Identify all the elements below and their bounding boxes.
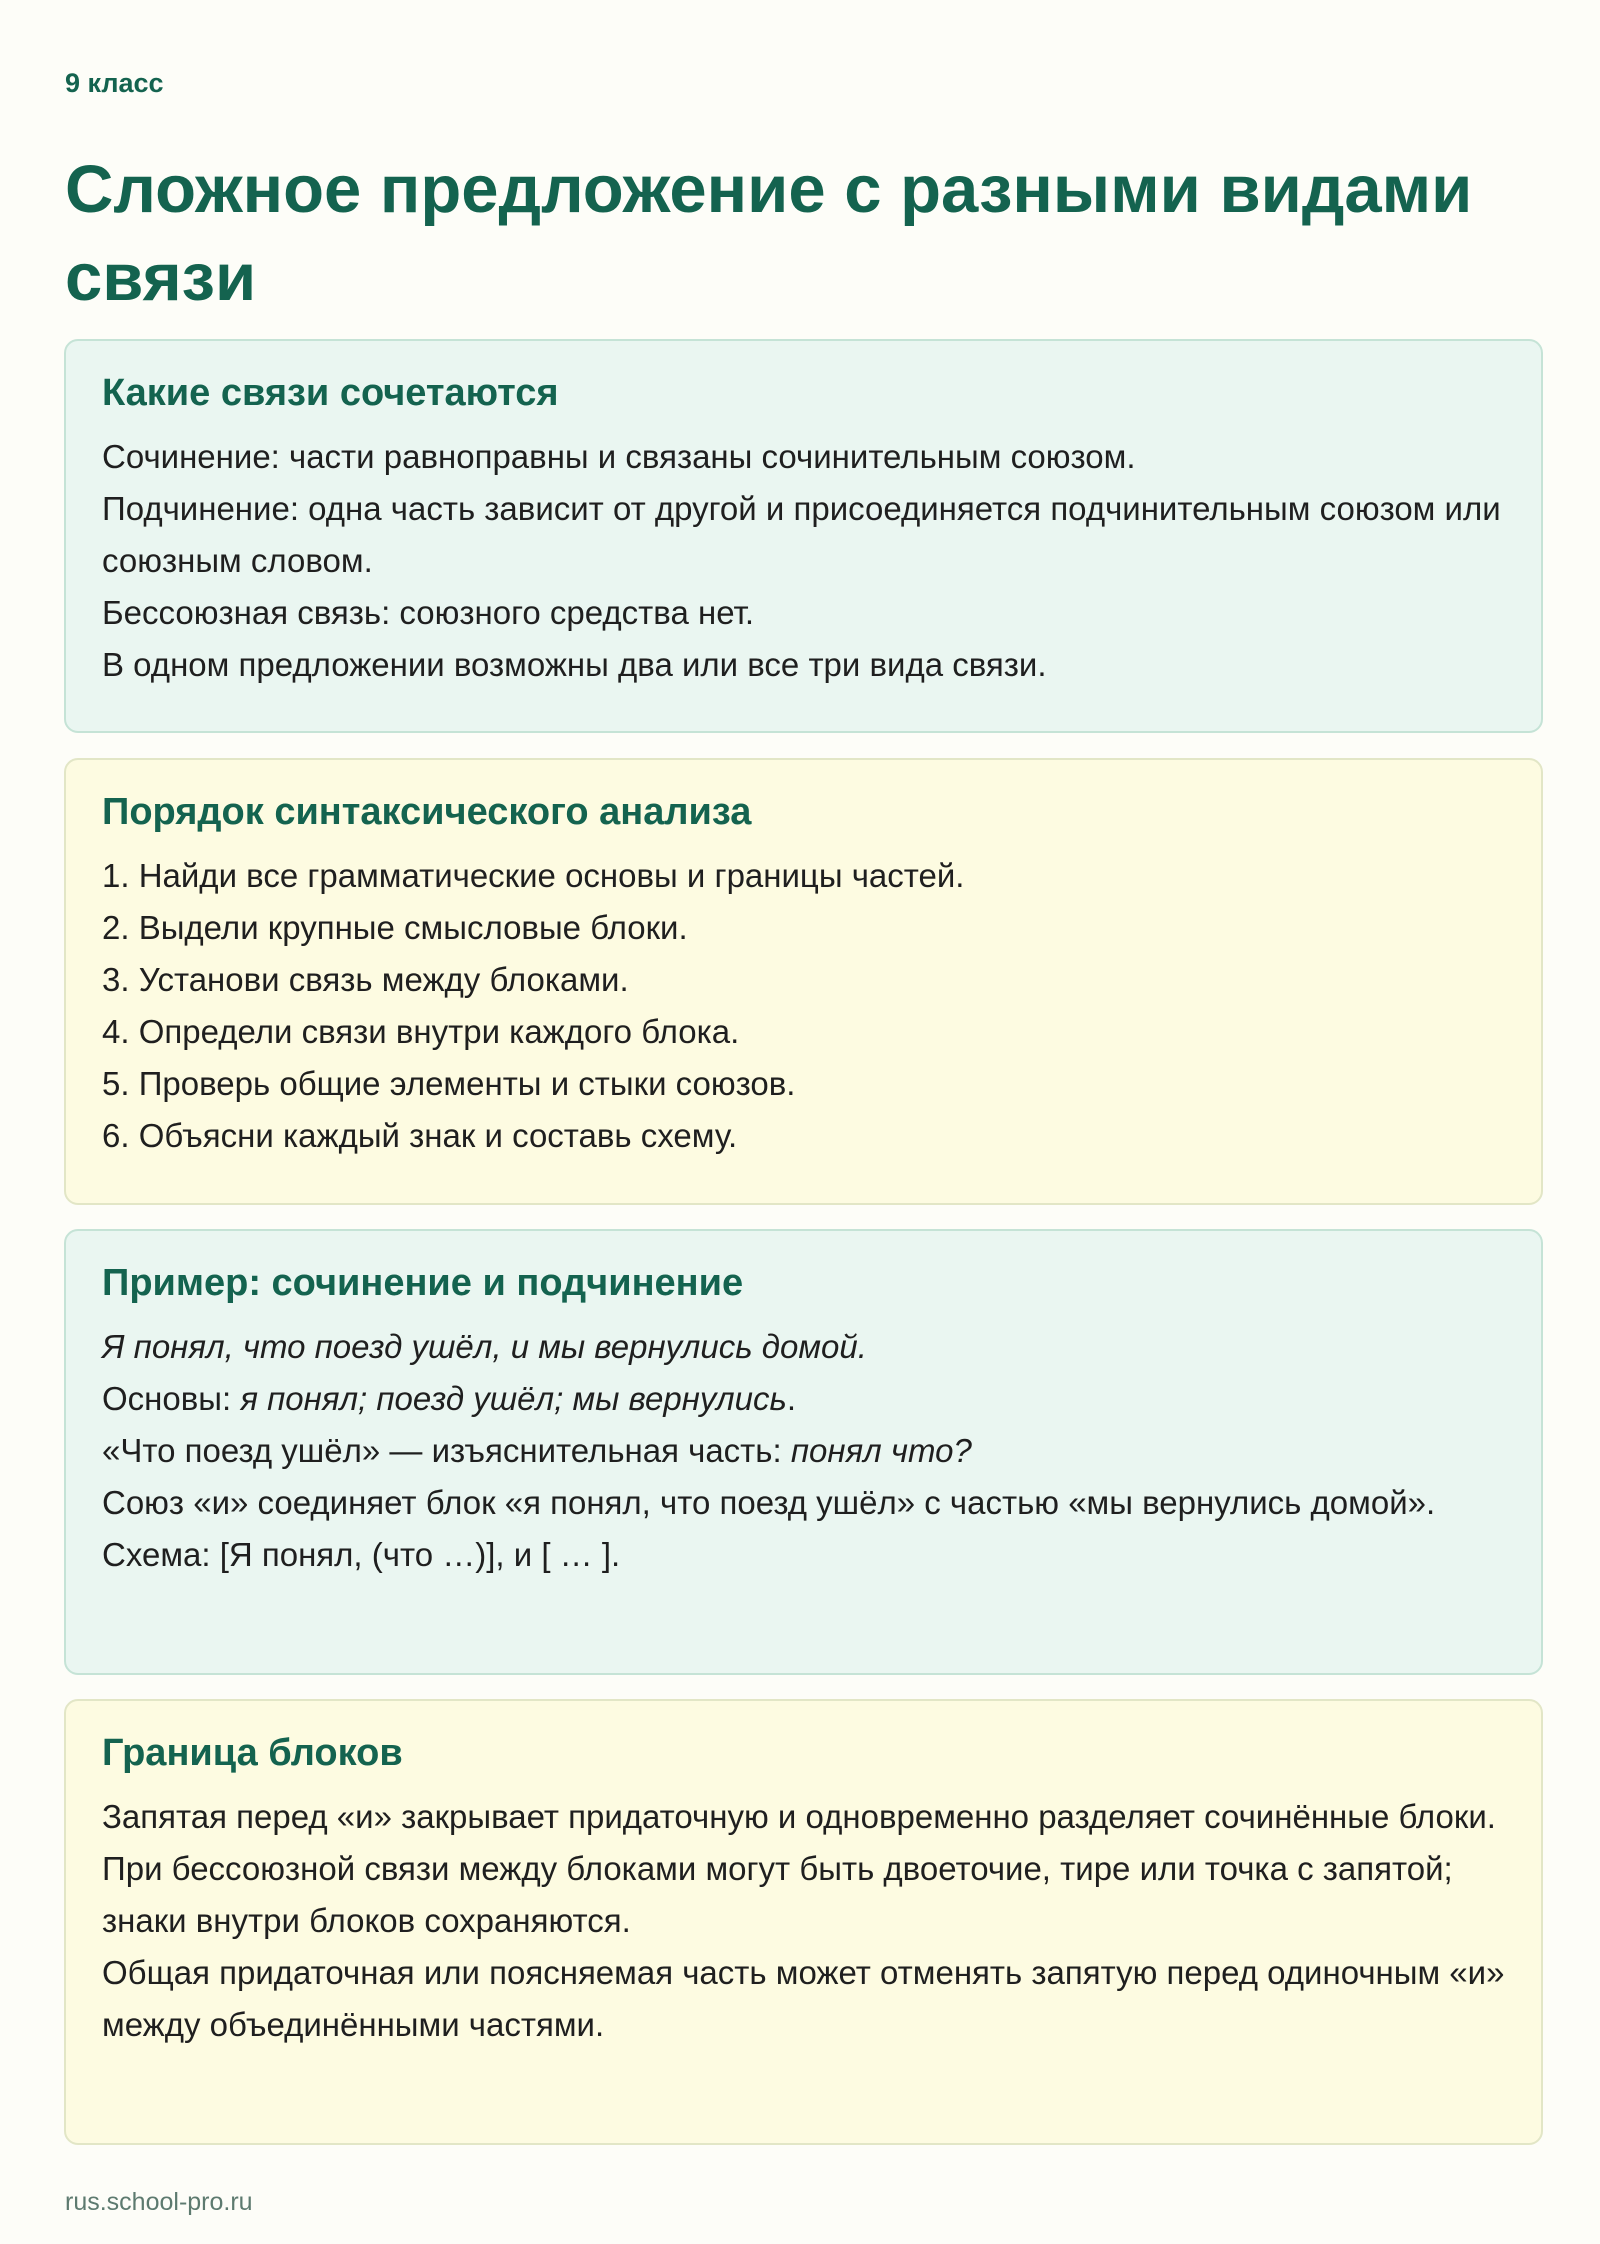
bases-value: я понял; поезд ушёл; мы вернулись — [240, 1380, 787, 1417]
card-line: Общая придаточная или поясняемая часть может отменять запятую перед одиночным «и» между объединёнными частями. — [102, 1954, 1505, 2043]
card-heading: Граница блоков — [102, 1732, 403, 1774]
card-line: В одном предложении возможны два или все три вида связи. — [102, 646, 1047, 683]
clause-question: понял что? — [790, 1432, 972, 1469]
card-line: Подчинение: одна часть зависит от другой и присоединяется подчинительным союзом или союзным словом. — [102, 490, 1501, 579]
card-heading: Какие связи сочетаются — [102, 372, 559, 414]
card-line: Сочинение: части равноправны и связаны сочинительным союзом. — [102, 438, 1136, 475]
card-analysis-order — [64, 758, 1543, 1205]
card-line: Бессоюзная связь: союзного средства нет. — [102, 594, 755, 631]
example-sentence-text: Я понял, что поезд ушёл, и мы вернулись домой. — [102, 1328, 867, 1365]
card-heading: Порядок синтаксического анализа — [102, 791, 752, 833]
list-item: 2. Выдели крупные смысловые блоки. — [102, 909, 688, 946]
card-line: При бессоюзной связи между блоками могут быть двоеточие, тире или точка с запятой; знаки внутри блоков сохраняются. — [102, 1850, 1453, 1939]
bases-label: Основы: — [102, 1380, 241, 1417]
card-line: Запятая перед «и» закрывает придаточную и одновременно разделяет сочинённые блоки. — [102, 1798, 1496, 1835]
card-connection-types — [64, 339, 1543, 733]
union-line: Союз «и» соединяет блок «я понял, что поезд ушёл» с частью «мы вернулись домой». — [102, 1484, 1436, 1521]
list-item: 5. Проверь общие элементы и стыки союзов. — [102, 1065, 796, 1102]
list-item: 3. Установи связь между блоками. — [102, 961, 629, 998]
grade-label: 9 класс — [65, 68, 164, 98]
list-item: 1. Найди все грамматические основы и границы частей. — [102, 857, 965, 894]
clause-line — [102, 1425, 1507, 1477]
clause-text: «Что поезд ушёл» — изъяснительная часть: — [102, 1432, 791, 1469]
page-title: Сложное предложение с разными видами связи — [65, 152, 1473, 315]
bases-line — [102, 1373, 1507, 1425]
example-sentence — [102, 1321, 1507, 1373]
list-item: 6. Объясни каждый знак и составь схему. — [102, 1117, 738, 1154]
card-heading: Пример: сочинение и подчинение — [102, 1262, 744, 1304]
card-block-boundary — [64, 1699, 1543, 2145]
scheme-line: Схема: [Я понял, (что …)], и [ … ]. — [102, 1536, 621, 1573]
footer-site: rus.school-pro.ru — [65, 2188, 253, 2216]
bases-end: . — [786, 1380, 797, 1417]
card-example — [64, 1229, 1543, 1675]
list-item: 4. Определи связи внутри каждого блока. — [102, 1013, 740, 1050]
